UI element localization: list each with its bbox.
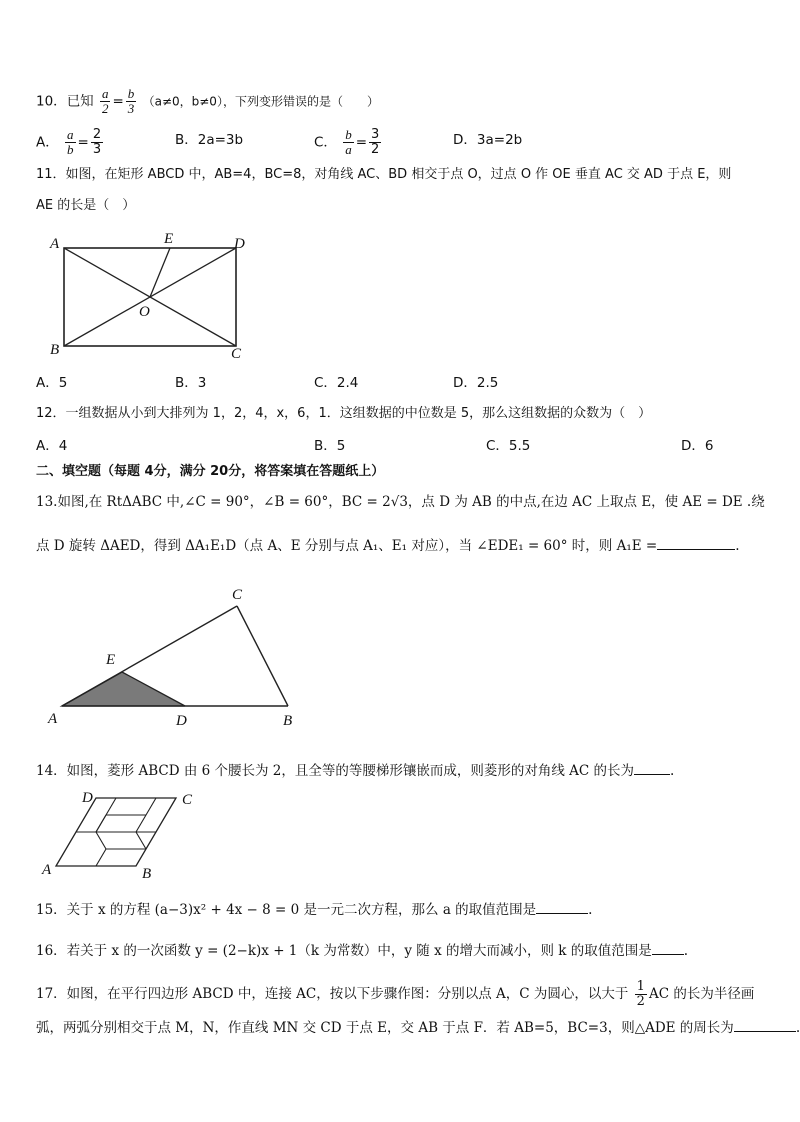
- q10-fraction-a2: [100, 87, 111, 116]
- q15-text: 15．关于 x 的方程 (a−3)x² + 4x − 8 = 0 是一元二次方程，那么 a 的取值范围是: [36, 902, 537, 918]
- q13-answer-blank: [657, 535, 735, 550]
- q11-rectangle-figure: [44, 226, 254, 362]
- label-a: A: [42, 862, 52, 878]
- q10-opt-c-frac-right: [369, 128, 381, 157]
- frac-denominator: b: [67, 142, 74, 157]
- inner-edge-8: [96, 815, 106, 832]
- label-o: O: [139, 304, 150, 320]
- q10-option-c: C． $\frac{b}{a}$ = $\frac{3}{2}$: [314, 127, 380, 157]
- q11-option-b: B．3: [175, 375, 207, 391]
- q11-stem-line1: 11．如图，在矩形 ABCD 中，AB=4，BC=8，对角线 AC、BD 相交于点 O，过点 O 作 OE 垂直 AC 交 AD 于点 E，则: [36, 167, 732, 182]
- label-d: D: [176, 713, 187, 729]
- label-d: D: [82, 790, 93, 806]
- q17-text-pre: 17．如图，在平行四边形 ABCD 中，连接 AC，按以下步骤作图：分别以点 A，C 为圆心，以大于: [36, 986, 629, 1002]
- frac-denominator: 3: [127, 101, 135, 116]
- q16-stem: [36, 940, 688, 960]
- q10-option-b: B．2a=3b: [175, 132, 244, 148]
- q10-option-a: A． $\frac{a}{b}$ = $\frac{2}{3}$: [36, 127, 102, 157]
- segment-oe: [150, 248, 170, 297]
- q11-option-a: A．5: [36, 375, 68, 391]
- option-label: C．: [314, 134, 337, 151]
- frac-denominator: 2: [101, 101, 109, 116]
- frac-denominator: 2: [371, 142, 380, 157]
- label-a: A: [48, 711, 58, 727]
- q13-triangle-figure: [40, 582, 310, 732]
- q11-option-d: D．2.5: [453, 375, 499, 391]
- q10-number: 10．: [36, 93, 67, 110]
- q12-option-a: A．4: [36, 438, 68, 454]
- q17-line2-text: 弧，两弧分别相交于点 M，N，作直线 MN 交 CD 于点 E，交 AB 于点 F．若 AB=5，BC=3，则△ADE 的周长为: [36, 1020, 734, 1036]
- option-label: A．: [36, 134, 59, 151]
- q10-opt-a-frac-right: [91, 128, 103, 157]
- inner-edge-6: [96, 849, 106, 866]
- q12-option-b: B．5: [314, 438, 346, 454]
- q17-period: .: [795, 1020, 800, 1036]
- q16-answer-blank: [652, 940, 684, 955]
- inner-edge-3: [96, 832, 106, 849]
- label-e: E: [106, 652, 116, 668]
- q10-condition: （a≠0，b≠0），下列变形错误的是（ ）: [142, 94, 379, 109]
- label-b: B: [142, 866, 152, 882]
- q15-period: .: [588, 902, 593, 918]
- q14-stem: [36, 760, 674, 780]
- q12-option-c: C．5.5: [486, 438, 531, 454]
- frac-numerator: a: [101, 86, 109, 101]
- frac-numerator: 2: [92, 127, 102, 142]
- label-e: E: [164, 231, 174, 247]
- frac-numerator: b: [127, 86, 135, 101]
- q14-period: .: [670, 763, 675, 779]
- q11-option-c: C．2.4: [314, 375, 359, 391]
- frac-numerator: a: [67, 127, 74, 142]
- q13-stem-line1: 13.如图,在 RtΔABC 中,∠C = 90°，∠B = 60°，BC = 2√3，点 D 为 AB 的中点,在边 AC 上取点 E，使 AE = DE .绕: [36, 494, 765, 510]
- q11-stem-line2: AE 的长是（ ）: [36, 198, 136, 213]
- q13-stem-line2: [36, 535, 739, 555]
- q12-option-d: D．6: [681, 438, 714, 454]
- label-b: B: [50, 342, 60, 358]
- q10-stem: 10．已知 $\frac{a}{2}$ = $\frac{b}{3}$ （a≠0，b≠0），下列变形错误的是（ ）: [36, 86, 379, 116]
- q17-text-post: AC 的长为半径画: [648, 986, 755, 1002]
- q15-answer-blank: [536, 899, 588, 914]
- q13-period: .: [735, 538, 740, 554]
- frac-numerator: 3: [371, 127, 380, 142]
- frac-denominator: 2: [636, 994, 645, 1009]
- q10-option-d: D．3a=2b: [453, 132, 523, 148]
- label-c: C: [182, 792, 193, 808]
- q14-answer-blank: [634, 760, 670, 775]
- q15-stem: [36, 899, 592, 919]
- frac-numerator: b: [345, 127, 352, 142]
- inner-edge-4: [136, 832, 146, 849]
- label-d: D: [234, 236, 245, 252]
- shaded-triangle-aed: [62, 672, 185, 706]
- q16-period: .: [683, 943, 689, 959]
- frac-denominator: a: [345, 142, 352, 157]
- q10-fraction-b3: [126, 87, 137, 116]
- q17-answer-blank: [734, 1017, 796, 1032]
- q17-stem-line2: [36, 1017, 800, 1037]
- section-title-fill-in: 二、填空题（每题 4分，满分 20分，将答案填在答题纸上）: [36, 464, 385, 479]
- label-c: C: [232, 587, 243, 603]
- q12-stem: 12．一组数据从小到大排列为 1，2，4，x，6，1．这组数据的中位数是 5，那么这组数据的众数为（ ）: [36, 406, 652, 421]
- frac-denominator: 3: [92, 142, 102, 157]
- q10-opt-c-frac-left: [343, 128, 354, 157]
- label-c: C: [231, 346, 242, 362]
- q10-opt-a-frac-left: [65, 128, 76, 157]
- q10-stem-prefix: 已知: [66, 93, 94, 110]
- frac-numerator: 1: [636, 979, 645, 994]
- label-b: B: [283, 713, 293, 729]
- side-cb: [237, 606, 288, 706]
- q17-stem-line1: [36, 980, 754, 1009]
- label-a: A: [50, 236, 60, 252]
- q14-text: 14．如图，菱形 ABCD 由 6 个腰长为 2，且全等的等腰梯形镶嵌而成，则菱形的对角线 AC 的长为: [36, 763, 635, 779]
- q13-line2-text: 点 D 旋转 ΔAED，得到 ΔA₁E₁D（点 A、E 分别与点 A₁、E₁ 对应），当 ∠EDE₁ = 60° 时，则 A₁E =: [36, 538, 658, 554]
- q14-rhombus-figure: [40, 786, 210, 882]
- q17-fraction-half: [635, 980, 647, 1009]
- q16-text: 16．若关于 x 的一次函数 y = (2−k)x + 1（k 为常数）中，y 随 x 的增大而减小，则 k 的取值范围是: [36, 943, 652, 959]
